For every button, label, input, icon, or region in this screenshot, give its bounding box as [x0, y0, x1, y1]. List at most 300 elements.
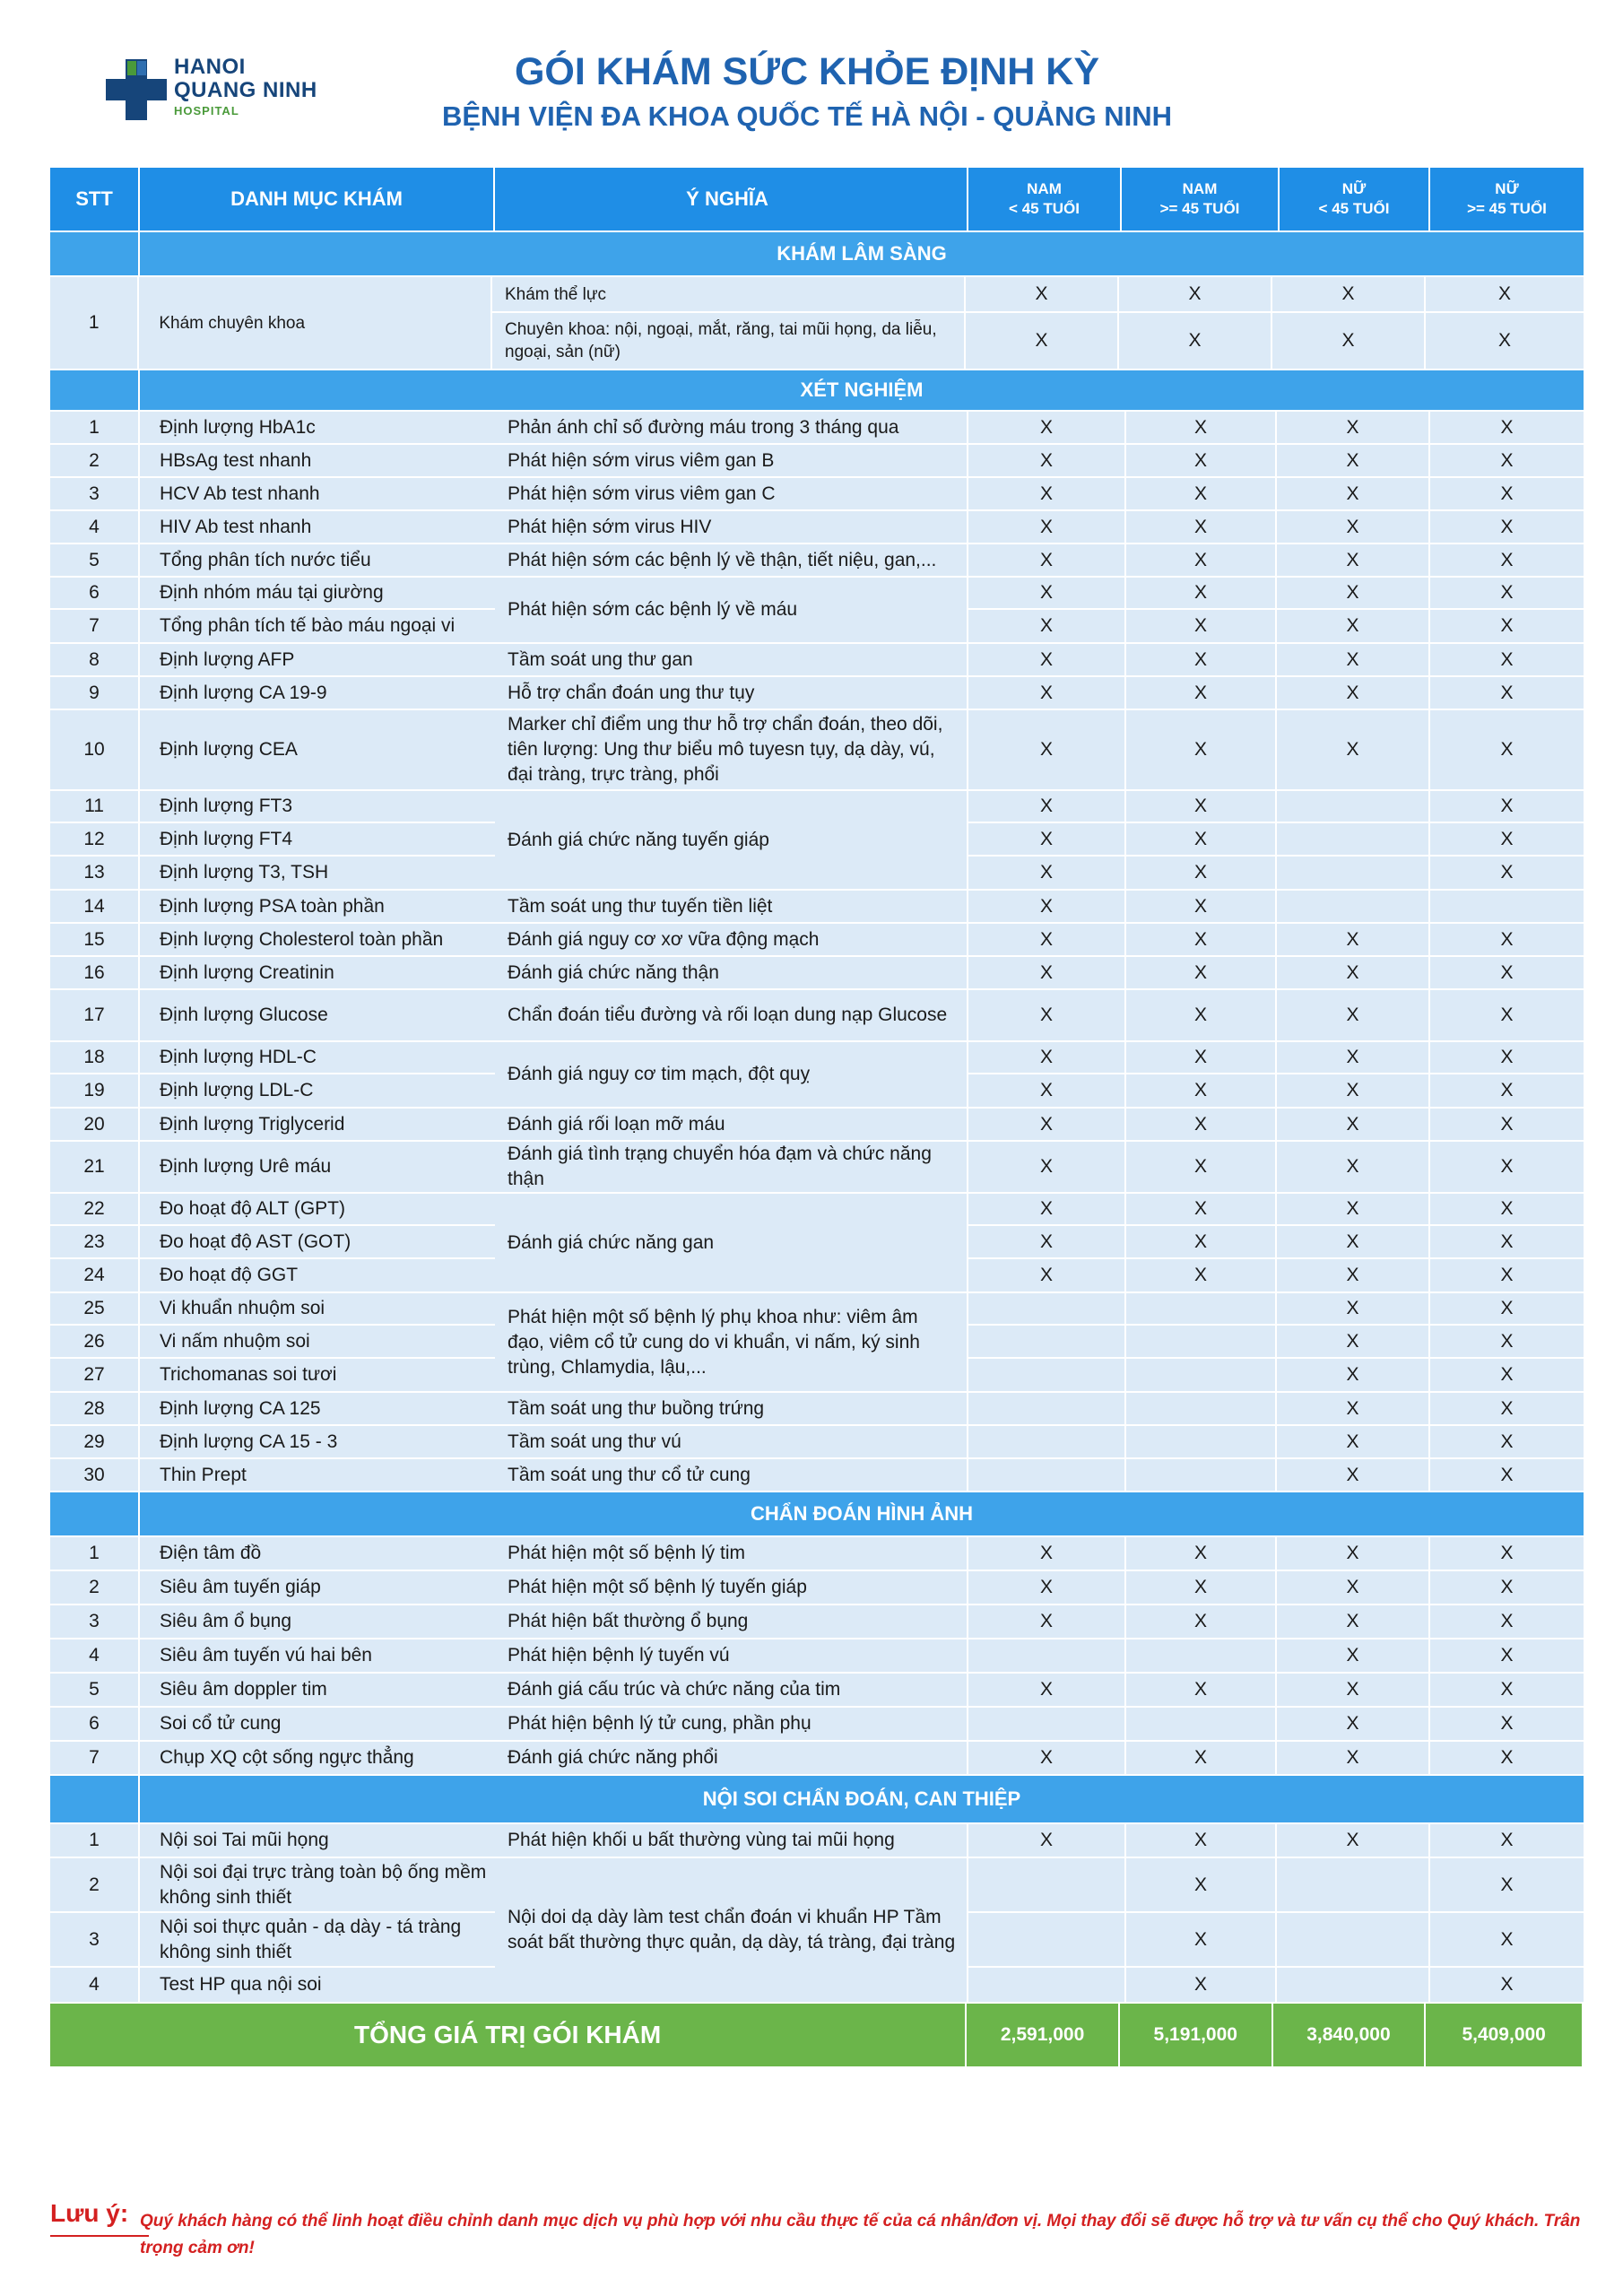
row-name: Test HP qua nội soi: [160, 1974, 322, 1996]
row-mark: X: [1277, 1824, 1430, 1857]
page-title: GÓI KHÁM SỨC KHỎE ĐỊNH KỲ: [514, 50, 1100, 93]
row-name: Đo hoạt độ ALT (GPT): [160, 1198, 345, 1220]
row-mark: X: [1500, 1747, 1514, 1768]
row-mark: X: [1497, 330, 1511, 351]
row-stt: 4: [50, 1968, 140, 2002]
row-stt: 1: [50, 1824, 140, 1857]
row-name: Định lượng T3, TSH: [160, 861, 329, 883]
row-mark: X: [968, 857, 1126, 889]
row-stt: 22: [50, 1194, 140, 1224]
row-name: Định nhóm máu tại giường: [160, 582, 384, 604]
row-mark: X: [968, 578, 1126, 608]
row-mark: X: [1126, 1968, 1277, 2002]
row-mark: X: [1119, 313, 1272, 369]
row-mark: X: [1277, 644, 1430, 675]
table-row-group: [50, 1605, 1584, 1639]
row-marks: [968, 1426, 1584, 1457]
row-name: Thin Prept: [160, 1464, 247, 1485]
row-mark: [1277, 891, 1430, 922]
row-stt: 1: [50, 277, 139, 369]
row-left: [50, 412, 495, 443]
table-row-group: [50, 1426, 1584, 1459]
row-meaning: Khám thể lực: [492, 277, 966, 311]
table-row-group: [50, 1708, 1584, 1742]
row-meaning: Đánh giá chức năng phổi: [495, 1742, 968, 1774]
hospital-logo: [106, 56, 321, 127]
row-mark: X: [1500, 648, 1514, 670]
row-left: [50, 1742, 495, 1774]
header-col-4: [1430, 168, 1584, 230]
header-col-2-l2: >= 45 TUỔI: [1159, 200, 1240, 217]
row-mark: [968, 1393, 1126, 1424]
row-mark: [1126, 1708, 1277, 1740]
row-mark: X: [1500, 416, 1514, 438]
row-name: Định lượng Creatinin: [160, 961, 334, 983]
row-name: Nội soi thực quản - dạ dày - tá tràng không sinh thiết: [160, 1916, 462, 1962]
row-mark: X: [968, 1226, 1126, 1257]
row-mark: X: [1277, 677, 1430, 709]
row-mark: X: [1500, 1298, 1514, 1319]
row-mark: X: [1500, 1363, 1514, 1385]
row-left: [50, 1426, 495, 1457]
row-stt: 4: [50, 511, 140, 543]
row-name: Định lượng CA 19-9: [160, 682, 327, 703]
row-marks: [968, 891, 1584, 922]
row-name: Định lượng Glucose: [160, 1004, 328, 1025]
section-label: NỘI SOI CHẨN ĐOÁN, CAN THIỆP: [702, 1787, 1021, 1810]
table-row-group: [50, 412, 1584, 445]
row-mark: [1277, 857, 1430, 889]
row-stt: 2: [50, 1571, 140, 1604]
row-mark: X: [1500, 1231, 1514, 1252]
table-row-group: [50, 544, 1584, 578]
row-stt: 7: [50, 610, 140, 642]
row-stt: 12: [50, 823, 140, 854]
row-mark: X: [1126, 990, 1277, 1040]
row-mark: X: [1500, 1464, 1514, 1485]
section-tests: [50, 370, 1584, 412]
row-mark: X: [1277, 445, 1430, 476]
row-mark: X: [1126, 478, 1277, 509]
header-meaning: Ý NGHĨA: [495, 168, 968, 230]
clinical-subrows: [492, 277, 1584, 369]
row-marks: [968, 1824, 1584, 1857]
row-mark: [968, 1326, 1126, 1356]
row-mark: [1126, 1326, 1277, 1356]
row-mark: X: [1277, 1109, 1430, 1140]
row-stt: 3: [50, 1913, 140, 1966]
row-stt: 9: [50, 677, 140, 709]
row-mark: X: [1126, 791, 1277, 822]
table-row-group: [50, 1194, 1584, 1293]
row-mark: X: [1500, 1645, 1514, 1665]
row-stt: 5: [50, 1674, 140, 1706]
table-row-group: [50, 710, 1584, 791]
row-left: [50, 478, 495, 509]
table-row-group: [50, 957, 1584, 990]
row-stt: 8: [50, 644, 140, 675]
header-col-2-l1: NAM: [1182, 180, 1218, 197]
row-mark: X: [968, 1259, 1126, 1292]
row-stt: 19: [50, 1074, 140, 1107]
row-left: [50, 891, 495, 922]
row-mark: X: [1500, 796, 1514, 817]
note-label: Lưu ý:: [50, 2199, 129, 2227]
package-table: [50, 168, 1584, 2068]
row-mark: X: [968, 1605, 1126, 1638]
row-mark: X: [1500, 1611, 1514, 1631]
row-mark: X: [1500, 549, 1514, 570]
table-row-group: [50, 1858, 1584, 2004]
row-stt: 6: [50, 578, 140, 608]
row-mark: [968, 1858, 1126, 1911]
row-left: [50, 644, 495, 675]
row-meaning: Đánh giá chức năng tuyến giáp: [495, 791, 968, 889]
row-marks: [968, 1393, 1584, 1424]
row-meaning: Chẩn đoán tiểu đường và rối loạn dung nạp Glucose: [495, 990, 968, 1040]
row-name: Đo hoạt độ GGT: [160, 1264, 299, 1285]
row-name: HBsAg test nhanh: [160, 449, 312, 471]
row-mark: X: [968, 1109, 1126, 1140]
row-mark: [968, 1639, 1126, 1672]
price-col-1: 2,591,000: [967, 2004, 1120, 2066]
row-mark: X: [1277, 1194, 1430, 1224]
row-marks: [968, 990, 1584, 1040]
table-row-group: [50, 1537, 1584, 1571]
row-name: Siêu âm doppler tim: [160, 1679, 327, 1700]
row-name: Định lượng CEA: [160, 739, 298, 760]
row-mark: X: [1126, 412, 1277, 443]
row-mark: X: [968, 957, 1126, 988]
row-name: Định lượng HDL-C: [160, 1047, 317, 1068]
row-meaning: Tầm soát ung thư gan: [495, 644, 968, 675]
row-mark: X: [1277, 957, 1430, 988]
row-name: Định lượng LDL-C: [160, 1080, 314, 1101]
row-mark: X: [1126, 1571, 1277, 1604]
row-name: Khám chuyên khoa: [139, 277, 492, 369]
row-meaning: Marker chỉ điểm ung thư hỗ trợ chẩn đoán, theo dõi, tiên lượng: Ung thư biểu mô tuyesn tụy, dạ dày, vú, đại tràng, trực tràng, phổi: [495, 710, 968, 789]
row-mark: [1277, 791, 1430, 822]
row-name: HCV Ab test nhanh: [160, 483, 320, 504]
row-mark: [1126, 1359, 1277, 1391]
section-label: KHÁM LÂM SÀNG: [777, 242, 947, 265]
table-row-group: [50, 1824, 1584, 1858]
table-row-group: [50, 445, 1584, 478]
row-mark: X: [1500, 1156, 1514, 1177]
note-text: Quý khách hàng có thể linh hoạt điều chỉnh danh mục dịch vụ phù hợp với nhu cầu thực tế của cá nhân/đơn vị. Mọi thay đổi sẽ được hỗ trợ và tư vấn cụ thể cho Quý khách. Trân trọng cảm ơn!: [140, 2212, 1581, 2257]
row-name: Định lượng CA 125: [160, 1397, 321, 1419]
price-col-3: 3,840,000: [1273, 2004, 1427, 2066]
row-marks: [968, 644, 1584, 675]
row-name: Định lượng FT3: [160, 796, 293, 817]
row-left: [50, 791, 495, 889]
row-left: [50, 710, 495, 789]
row-left: [50, 1109, 495, 1140]
row-name: Định lượng Cholesterol toàn phần: [160, 928, 444, 950]
row-mark: X: [968, 891, 1126, 922]
row-marks: [968, 791, 1584, 889]
row-stt: 2: [50, 1858, 140, 1911]
row-mark: X: [1126, 1605, 1277, 1638]
row-mark: [1126, 1459, 1277, 1491]
row-mark: X: [1500, 1577, 1514, 1597]
table-row-group: [50, 1674, 1584, 1708]
row-meaning: Phát hiện một số bệnh lý phụ khoa như: viêm âm đạo, viêm cổ tử cung do vi khuẩn, vi nấm, ký sinh trùng, Chlamydia, lậu,...: [495, 1293, 968, 1391]
table-row-group: [50, 924, 1584, 957]
row-mark: X: [1126, 1537, 1277, 1570]
row-mark: X: [1500, 615, 1514, 637]
row-marks: [968, 412, 1584, 443]
section-imaging: [50, 1492, 1584, 1537]
row-mark: X: [1500, 582, 1514, 604]
row-name: Trichomanas soi tươi: [160, 1363, 337, 1385]
table-row-group: [50, 1293, 1584, 1393]
note-underline: [50, 2235, 149, 2237]
row-mark: X: [1126, 544, 1277, 576]
row-name: Định lượng FT4: [160, 828, 293, 849]
row-mark: X: [1277, 1708, 1430, 1740]
row-left: [50, 957, 495, 988]
row-left: [50, 578, 495, 642]
row-mark: X: [1126, 610, 1277, 642]
row-mark: X: [968, 1571, 1126, 1604]
row-marks: [968, 1537, 1584, 1570]
row-meaning: Đánh giá rối loạn mỡ máu: [495, 1109, 968, 1140]
table-row-group: [50, 1639, 1584, 1674]
table-header: [50, 168, 1584, 232]
row-mark: X: [1500, 1543, 1514, 1563]
row-mark: X: [966, 277, 1119, 311]
row-left: [50, 1858, 495, 2002]
row-stt: 1: [50, 1537, 140, 1570]
row-mark: X: [1277, 1674, 1430, 1706]
row-meaning: Phát hiện bệnh lý tử cung, phần phụ: [495, 1708, 968, 1740]
row-mark: X: [1500, 1264, 1514, 1285]
row-mark: X: [968, 544, 1126, 576]
row-mark: X: [1500, 449, 1514, 471]
header-col-1-l1: NAM: [1027, 180, 1062, 197]
row-mark: X: [968, 710, 1126, 789]
row-stt: 26: [50, 1326, 140, 1356]
row-mark: X: [1277, 990, 1430, 1040]
row-stt: 23: [50, 1226, 140, 1257]
row-name: Tổng phân tích nước tiểu: [160, 549, 371, 570]
row-mark: X: [1126, 1194, 1277, 1224]
row-meaning: Phát hiện bất thường ổ bụng: [495, 1605, 968, 1638]
row-left: [50, 1824, 495, 1857]
row-mark: X: [1277, 1426, 1430, 1457]
row-left: [50, 1674, 495, 1706]
row-marks: [968, 1571, 1584, 1604]
row-mark: X: [1277, 1259, 1430, 1292]
row-mark: X: [1500, 1974, 1514, 1996]
section-clinical: [50, 232, 1584, 277]
row-mark: X: [1277, 1537, 1430, 1570]
header-col-3: [1280, 168, 1430, 230]
row-mark: X: [1277, 1042, 1430, 1073]
row-marks: [968, 677, 1584, 709]
row-name: Vi nấm nhuộm soi: [160, 1330, 310, 1352]
row-meaning: Phát hiện sớm virus viêm gan B: [495, 445, 968, 476]
row-mark: X: [1500, 1198, 1514, 1220]
row-name: Định lượng HbA1c: [160, 416, 316, 438]
row-name: Soi cổ tử cung: [160, 1713, 282, 1734]
row-mark: [1126, 1293, 1277, 1324]
row-name: Chụp XQ cột sống ngực thẳng: [160, 1747, 414, 1768]
row-stt: 24: [50, 1259, 140, 1292]
row-mark: X: [1500, 1047, 1514, 1068]
row-mark: X: [968, 1537, 1126, 1570]
row-meaning: Tầm soát ung thư tuyến tiền liệt: [495, 891, 968, 922]
row-left: [50, 1459, 495, 1491]
row-meaning: Đánh giá chức năng thận: [495, 957, 968, 988]
row-meaning: Phát hiện sớm virus HIV: [495, 511, 968, 543]
row-mark: X: [968, 1824, 1126, 1857]
row-stt: 1: [50, 412, 140, 443]
row-mark: X: [1277, 1359, 1430, 1391]
row-mark: X: [1272, 277, 1426, 311]
row-mark: X: [1126, 511, 1277, 543]
row-mark: X: [1126, 823, 1277, 854]
logo-line-3: HOSPITAL: [174, 104, 239, 117]
row-mark: X: [1277, 1742, 1430, 1774]
row-name: Vi khuẩn nhuộm soi: [160, 1298, 325, 1319]
row-stt: 16: [50, 957, 140, 988]
row-name: Định lượng AFP: [160, 648, 295, 670]
row-mark: X: [968, 412, 1126, 443]
section-endoscopy: [50, 1776, 1584, 1824]
row-stt: 10: [50, 710, 140, 789]
row-stt: 3: [50, 1605, 140, 1638]
endoscopy-body: [50, 1824, 1584, 2004]
table-row: [50, 277, 1584, 370]
row-mark: X: [1497, 283, 1511, 304]
table-row-group: [50, 1109, 1584, 1142]
row-marks: [968, 1293, 1584, 1391]
row-marks: [968, 1042, 1584, 1107]
row-mark: X: [1277, 924, 1430, 955]
row-marks: [968, 478, 1584, 509]
row-mark: X: [1126, 1042, 1277, 1073]
row-stt: 6: [50, 1708, 140, 1740]
row-mark: X: [1126, 1674, 1277, 1706]
row-mark: X: [1277, 578, 1430, 608]
row-mark: X: [1500, 1397, 1514, 1419]
table-row-group: [50, 511, 1584, 544]
row-mark: X: [1277, 1639, 1430, 1672]
row-mark: X: [1500, 1679, 1514, 1700]
row-mark: X: [968, 791, 1126, 822]
row-meaning: Phát hiện một số bệnh lý tuyến giáp: [495, 1571, 968, 1604]
row-mark: [968, 1968, 1126, 2002]
row-mark: X: [1126, 644, 1277, 675]
total-row: [50, 2004, 1584, 2068]
row-mark: X: [968, 1194, 1126, 1224]
row-mark: X: [968, 1742, 1126, 1774]
row-mark: X: [1126, 710, 1277, 789]
row-name: Định lượng PSA toàn phần: [160, 895, 385, 917]
price-col-2: 5,191,000: [1120, 2004, 1273, 2066]
row-left: [50, 677, 495, 709]
row-left: [50, 1142, 495, 1192]
row-mark: X: [1126, 957, 1277, 988]
row-marks: [968, 544, 1584, 576]
table-row-group: [50, 644, 1584, 677]
section-label: XÉT NGHIỆM: [800, 378, 924, 401]
row-meaning: Đánh giá nguy cơ tim mạch, đột quỵ: [495, 1042, 968, 1107]
row-mark: X: [966, 313, 1119, 369]
row-marks: [968, 1605, 1584, 1638]
row-meaning: Đánh giá cấu trúc và chức năng của tim: [495, 1674, 968, 1706]
row-marks: [968, 1674, 1584, 1706]
row-mark: X: [968, 445, 1126, 476]
row-mark: X: [1500, 1830, 1514, 1850]
row-stt: 25: [50, 1293, 140, 1324]
row-meaning: Tầm soát ung thư cổ tử cung: [495, 1459, 968, 1491]
row-marks: [968, 710, 1584, 789]
row-mark: X: [1500, 1928, 1514, 1950]
header-col-3-l2: < 45 TUỔI: [1318, 200, 1390, 217]
table-row-group: [50, 1742, 1584, 1776]
header-col-4-l2: >= 45 TUỔI: [1467, 200, 1547, 217]
table-row-group: [50, 791, 1584, 891]
row-marks: [968, 1142, 1584, 1192]
row-mark: X: [968, 478, 1126, 509]
row-name: Siêu âm tuyến giáp: [160, 1577, 321, 1597]
row-meaning: Hỗ trợ chẩn đoán ung thư tụy: [495, 677, 968, 709]
row-name: Tổng phân tích tế bào máu ngoại vi: [160, 615, 456, 637]
row-name: Nội soi đại trực tràng toàn bộ ống mềm không sinh thiết: [160, 1861, 487, 1908]
row-mark: [968, 1359, 1126, 1391]
row-meaning: Tầm soát ung thư buồng trứng: [495, 1393, 968, 1424]
row-mark: X: [1126, 924, 1277, 955]
row-stt: 30: [50, 1459, 140, 1491]
row-mark: X: [1500, 483, 1514, 504]
row-mark: X: [1500, 682, 1514, 703]
row-stt: 28: [50, 1393, 140, 1424]
table-row-group: [50, 891, 1584, 924]
row-mark: X: [1119, 277, 1272, 311]
row-mark: X: [1500, 928, 1514, 950]
row-mark: X: [968, 990, 1126, 1040]
header-col-2: [1122, 168, 1280, 230]
row-meaning: Phát hiện khối u bất thường vùng tai mũi họng: [495, 1824, 968, 1857]
tests-body: [50, 412, 1584, 1492]
row-mark: X: [1277, 1226, 1430, 1257]
row-meaning: Chuyên khoa: nội, ngoại, mắt, răng, tai mũi họng, da liễu, ngoại, sản (nữ): [492, 313, 966, 369]
row-left: [50, 990, 495, 1040]
row-mark: X: [1126, 1142, 1277, 1192]
row-mark: X: [1277, 1074, 1430, 1107]
row-meaning: Đánh giá chức năng gan: [495, 1194, 968, 1292]
row-mark: X: [1126, 1858, 1277, 1911]
row-stt: 3: [50, 478, 140, 509]
row-marks: [968, 1742, 1584, 1774]
row-mark: X: [1277, 544, 1430, 576]
row-marks: [968, 445, 1584, 476]
header-col-1: [968, 168, 1122, 230]
row-left: [50, 1571, 495, 1604]
row-name: Siêu âm tuyến vú hai bên: [160, 1645, 372, 1665]
row-name: HIV Ab test nhanh: [160, 516, 312, 537]
row-meaning: Phát hiện sớm các bệnh lý về thận, tiết niệu, gan,...: [495, 544, 968, 576]
table-row-group: [50, 990, 1584, 1042]
row-left: [50, 1708, 495, 1740]
row-mark: [1126, 1639, 1277, 1672]
imaging-body: [50, 1537, 1584, 1776]
row-stt: 5: [50, 544, 140, 576]
row-name: Điện tâm đồ: [160, 1543, 262, 1563]
